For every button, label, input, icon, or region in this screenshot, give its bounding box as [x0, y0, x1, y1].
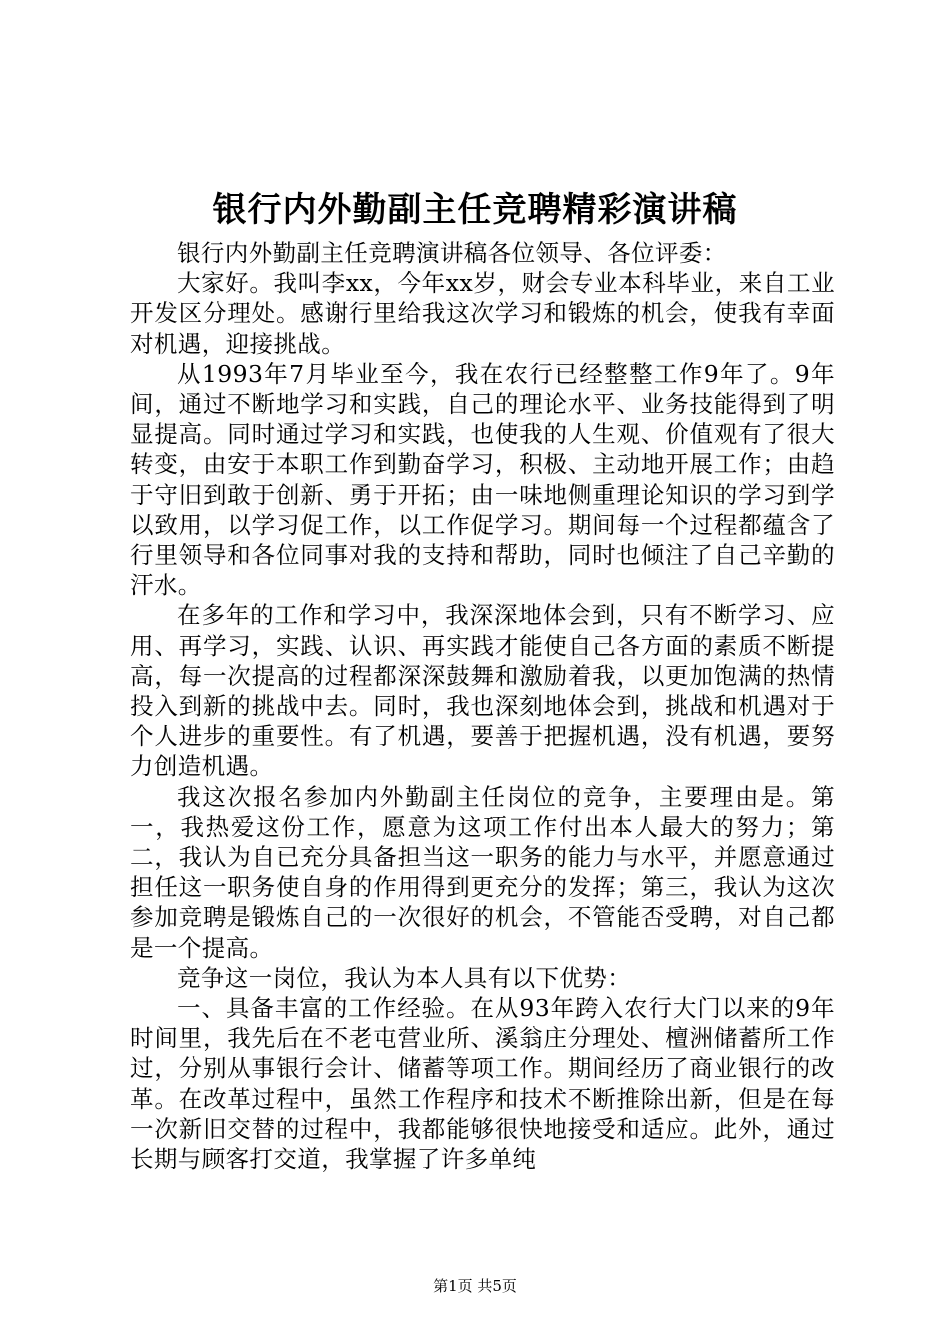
paragraph-reasons: 我这次报名参加内外勤副主任岗位的竞争，主要理由是。第一，我热爱这份工作，愿意为这项工作付出本人最大的努力；第二，我认为自已充分具备担当这一职务的能力与水平，并愿意通过担任这一职务使自身的作用得到更充分的发挥；第三，我认为这次参加竞聘是锻炼自己的一次很好的机会，不管能否受聘，对自己都是一个提高。: [130, 782, 835, 962]
page-footer: 第1页 共5页: [433, 1277, 517, 1295]
document-title: 银行内外勤副主任竞聘精彩演讲稿: [212, 190, 738, 230]
paragraph-work-history: 从1993年7月毕业至今，我在农行已经整整工作9年了。9年间，通过不断地学习和实践，自己的理论水平、业务技能得到了明显提高。同时通过学习和实践，也使我的人生观、价值观有了很大转变，由安于本职工作到勤奋学习，积极、主动地开展工作；由趋于守旧到敢于创新、勇于开拓；由一味地侧重理论知识的学习到学以致用，以学习促工作，以工作促学习。期间每一个过程都蕴含了行里领导和各位同事对我的支持和帮助，同时也倾注了自己辛勤的汗水。: [130, 359, 835, 600]
document-body: [130, 238, 835, 1174]
paragraph-reflection: 在多年的工作和学习中，我深深地体会到，只有不断学习、应用、再学习，实践、认识、再实践才能使自己各方面的素质不断提高，每一次提高的过程都深深鼓舞和激励着我，以更加饱满的热情投入到新的挑战中去。同时，我也深刻地体会到，挑战和机遇对于个人进步的重要性。有了机遇，要善于把握机遇，没有机遇，要努力创造机遇。: [130, 601, 835, 781]
paragraph-salutation: 银行内外勤副主任竞聘演讲稿各位领导、各位评委：: [177, 239, 727, 267]
paragraph-introduction: 大家好。我叫李xx，今年xx岁，财会专业本科毕业，来自工业开发区分理处。感谢行里给我这次学习和锻炼的机会，使我有幸面对机遇，迎接挑战。: [130, 269, 835, 358]
paragraph-advantages-intro: 竞争这一岗位，我认为本人具有以下优势：: [177, 963, 632, 992]
paragraph-advantage-one: 一、具备丰富的工作经验。在从93年跨入农行大门以来的9年时间里，我先后在不老屯营业所、溪翁庄分理处、檀洲储蓄所工作过，分别从事银行会计、储蓄等项工作。期间经历了商业银行的改革。在改革过程中，虽然工作程序和技术不断推除出新，但是在每一次新旧交替的过程中，我都能够很快地接受和适应。此外，通过长期与顾客打交道，我掌握了许多单纯: [130, 994, 835, 1174]
